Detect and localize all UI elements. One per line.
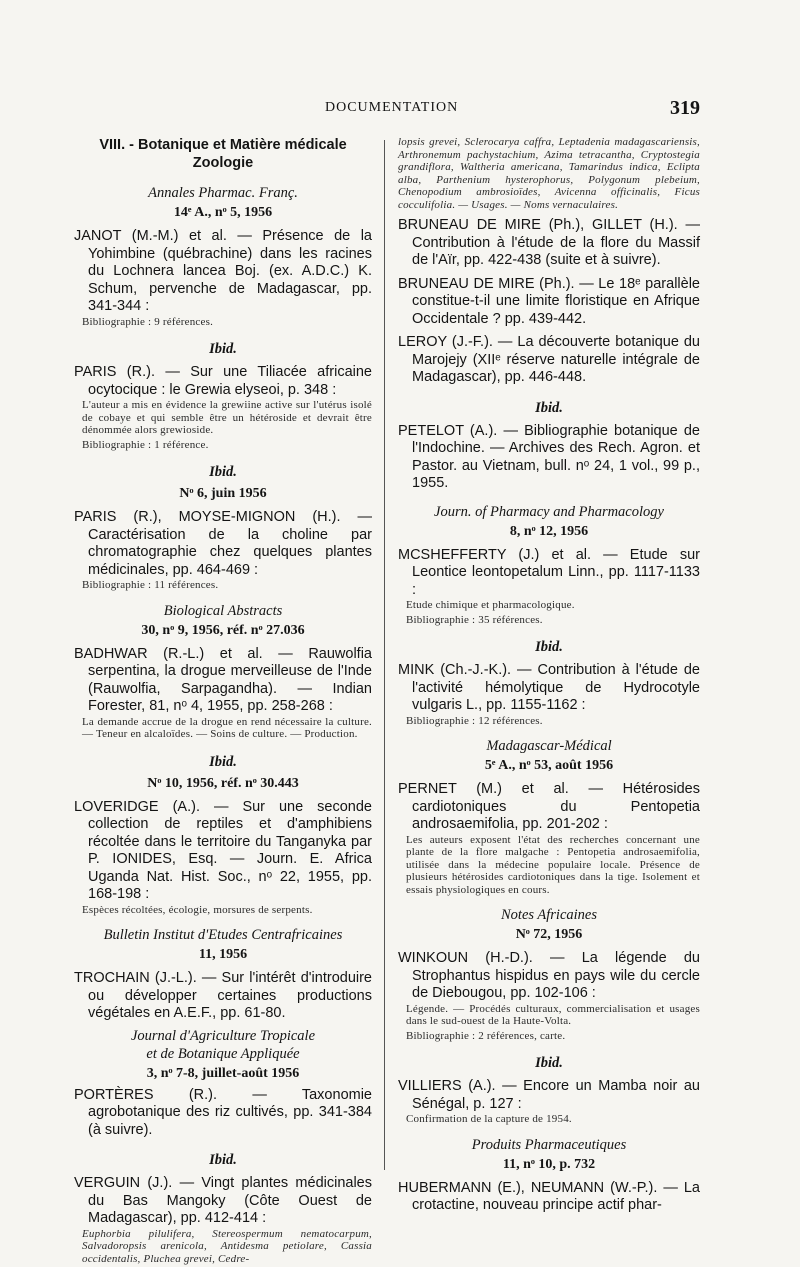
ibid-heading: Ibid. [535,639,563,655]
journal-title: Madagascar-Médical [486,738,612,754]
entry-villiers: VILLIERS (A.). — Encore un Mamba noir au Sénégal, p. 127 : [398,1078,700,1112]
entry-note: Bibliographie : 12 références. [406,714,543,727]
journal-title: Journal d'Agriculture Tropicale [130,1027,316,1044]
journal-issue: 8, nᵒ 12, 1956 [509,523,589,539]
journal-title-line2: et de Botanique Appliquée [146,1045,300,1062]
journal-issue: 3, nᵒ 7-8, juillet-août 1956 [146,1065,300,1081]
running-head [0,97,800,122]
entry-note: L'auteur a mis en évidence la grewiine active sur l'utérus isolé de cobaye et qui semble être un hétéroside et devrait être dénommée alors grewioside. [82,399,372,436]
entry-note: Bibliographie : 1 référence. [82,438,209,451]
entry-note: Légende. — Procédés culturaux, commercialisation et usages dans le sud-ouest de la Haute-Volta. [406,1002,700,1027]
entry-leroy: LEROY (J.-F.). — La découverte botanique du Marojejy (XIIᵉ réserve naturelle intégrale de Madagascar), pp. 446-448. [398,334,700,385]
journal-title: Biological Abstracts [163,602,283,619]
entry-trochain: TROCHAIN (J.-L.). — Sur l'intérêt d'introduire ou développer certaines productions végétales en A.E.F., pp. 61-80. [74,970,372,1021]
journal-title: Journ. of Pharmacy and Pharmacology [434,503,664,520]
running-title: DOCUMENTATION [325,100,459,115]
journal-issue: Nᵒ 6, juin 1956 [179,486,267,501]
entry-bruneau: BRUNEAU DE MIRE (Ph.). — Le 18ᵉ parallèle constitue-t-il une limite floristique en Afrique Occidentale ? pp. 439-442. [398,275,700,327]
entry-paris-1: PARIS (R.). — Sur une Tiliacée africaine ocytocique : le Grewia elyseoi, p. 348 : [74,364,372,398]
journal-title: Annales Pharmac. Franç. [148,185,298,201]
entry-note: Les auteurs exposent l'état des recherches concernant une plante de la flore malgache : Pentopetia androsaemifolia, utilisée dans la médecine populaire locale. Présence de plusieurs hétérosides cardiotoniques dans la tige. Isolement et essais physiologiques en cours. [406,833,700,896]
entry-porteres: PORTÈRES (R.). — Taxonomie agrobotanique des riz cultivés, pp. 341-384 (à suivre). [74,1086,372,1138]
journal-issue: 5ᵉ A., nᵒ 53, août 1956 [484,758,614,773]
ibid-heading: Ibid. [209,1152,237,1168]
journal-issue: 11, 1956 [198,947,248,962]
entry-verguin: VERGUIN (J.). — Vingt plantes médicinales du Bas Mangoky (Côte Ouest de Madagascar), pp. 412-414 : [74,1175,372,1226]
entry-janot: JANOT (M.-M.) et al. — Présence de la Yohimbine (québrachine) dans les racines du Lochnera lancea Boj. (ex. A.D.C.) K. Schum, pervenche de Madagascar, pp. 341-344 : [74,228,372,314]
entry-hubermann: HUBERMANN (E.), NEUMANN (W.-P.). — La crotactine, nouveau principe actif phar- [398,1179,700,1213]
journal-title: Produits Pharmaceutiques [471,1136,627,1153]
entry-note: Bibliographie : 2 références, carte. [406,1029,566,1042]
journal-title: Notes Africaines [501,907,597,923]
entry-note: Bibliographie : 9 références. [82,315,214,328]
ibid-heading: Ibid. [535,399,563,416]
section-title: VIII. - Botanique et Matière médicale Zoologie [99,137,347,171]
left-column [74,136,372,1267]
journal-issue: 11, nᵒ 10, p. 732 [502,1156,596,1172]
entry-paris-2: PARIS (R.), MOYSE-MIGNON (H.). — Caractérisation de la choline par chromatographie chez quelques plantes médicinales, pp. 464-469 : [74,509,372,578]
entry-winkoun: WINKOUN (H.-D.). — La légende du Strophantus hispidus en pays wile du cercle de Diebougou, pp. 102-106 : [398,950,700,1001]
journal-title: Bulletin Institut d'Etudes Centrafricaines [103,927,343,943]
entry-note: Etude chimique et pharmacologique. [406,599,575,611]
entry-note: Euphorbia pilulifera, Stereospermum nematocarpum, Salvadoropsis arenicola, Antidesma petiolare, Cassia occidentalis, Pluchea grevei, Cedre- [82,1227,372,1265]
right-column [398,136,700,1215]
entry-note: La demande accrue de la drogue en rend nécessaire la culture. — Teneur en alcaloïdes. — Soins de culture. — Production. [82,715,372,740]
ibid-heading: Ibid. [209,753,237,770]
page-number: 319 [670,97,700,119]
ibid-heading: Ibid. [209,464,237,480]
journal-issue: 30, nᵒ 9, 1956, réf. nᵒ 27.036 [141,622,305,638]
entry-pernet: PERNET (M.) et al. — Hétérosides cardiotoniques du Pentopetia androsaemifolia, pp. 201-202 : [398,781,700,832]
journal-issue: Nᵒ 10, 1956, réf. nᵒ 30.443 [147,775,299,791]
entry-bruneau-gillet: BRUNEAU DE MIRE (Ph.), GILLET (H.). — Contribution à l'étude de la flore du Massif de l'Aïr, pp. 422-438 (suite et à suivre). [398,217,700,268]
column-divider [384,140,385,1170]
entry-note-continued: lopsis grevei, Sclerocarya caffra, Leptadenia madagascariensis, Arthronemum pachystachium, Azima tetracantha, Cryptostegia grandiflora, Waltheria americana, Tamarindus indica, Eclipta alba, Parthenium hysterophorus, Polygonum plebeium, Chenopodium ambrosioïdes, Avicenna officinalis, Ficus cocculifolia. — Usages. — Noms vernaculaires. [398,136,700,211]
entry-note: Bibliographie : 35 références. [406,613,543,626]
entry-badhwar: BADHWAR (R.-L.) et al. — Rauwolfia serpentina, la drogue merveilleuse de l'Inde (Rauwolfia, Sarpagandha). — Indian Forester, 81, nᵒ 4, 1955, pp. 258-268 : [74,645,372,714]
entry-petelot: PETELOT (A.). — Bibliographie botanique de l'Indochine. — Archives des Rech. Agron. et Pastor. au Vietnam, bull. nᵒ 24, 1 vol., 99 p., 1955. [398,422,700,491]
entry-note: Confirmation de la capture de 1954. [406,1113,572,1125]
entry-mink: MINK (Ch.-J.-K.). — Contribution à l'étude de l'activité hémolytique de Hydrocotyle vulgaris L., pp. 1155-1162 : [398,662,700,713]
entry-note: Espèces récoltées, écologie, morsures de serpents. [82,903,313,916]
ibid-heading: Ibid. [209,341,237,357]
entry-loveridge: LOVERIDGE (A.). — Sur une seconde collection de reptiles et d'amphibiens récoltée dans le territoire du Tanganyka par P. IONIDES, Esq. — Journ. E. Africa Uganda Nat. Hist. Soc., nᵒ 22, 1955, pp. 168-198 : [74,798,372,902]
journal-issue: 14ᵉ A., nᵒ 5, 1956 [173,205,273,220]
entry-mcshefferty: MCSHEFFERTY (J.) et al. — Etude sur Leontice leontopetalum Linn., pp. 1117-1133 : [398,546,700,598]
entry-note: Bibliographie : 11 références. [82,579,219,591]
journal-issue: Nᵒ 72, 1956 [515,927,583,942]
ibid-heading: Ibid. [535,1055,563,1071]
